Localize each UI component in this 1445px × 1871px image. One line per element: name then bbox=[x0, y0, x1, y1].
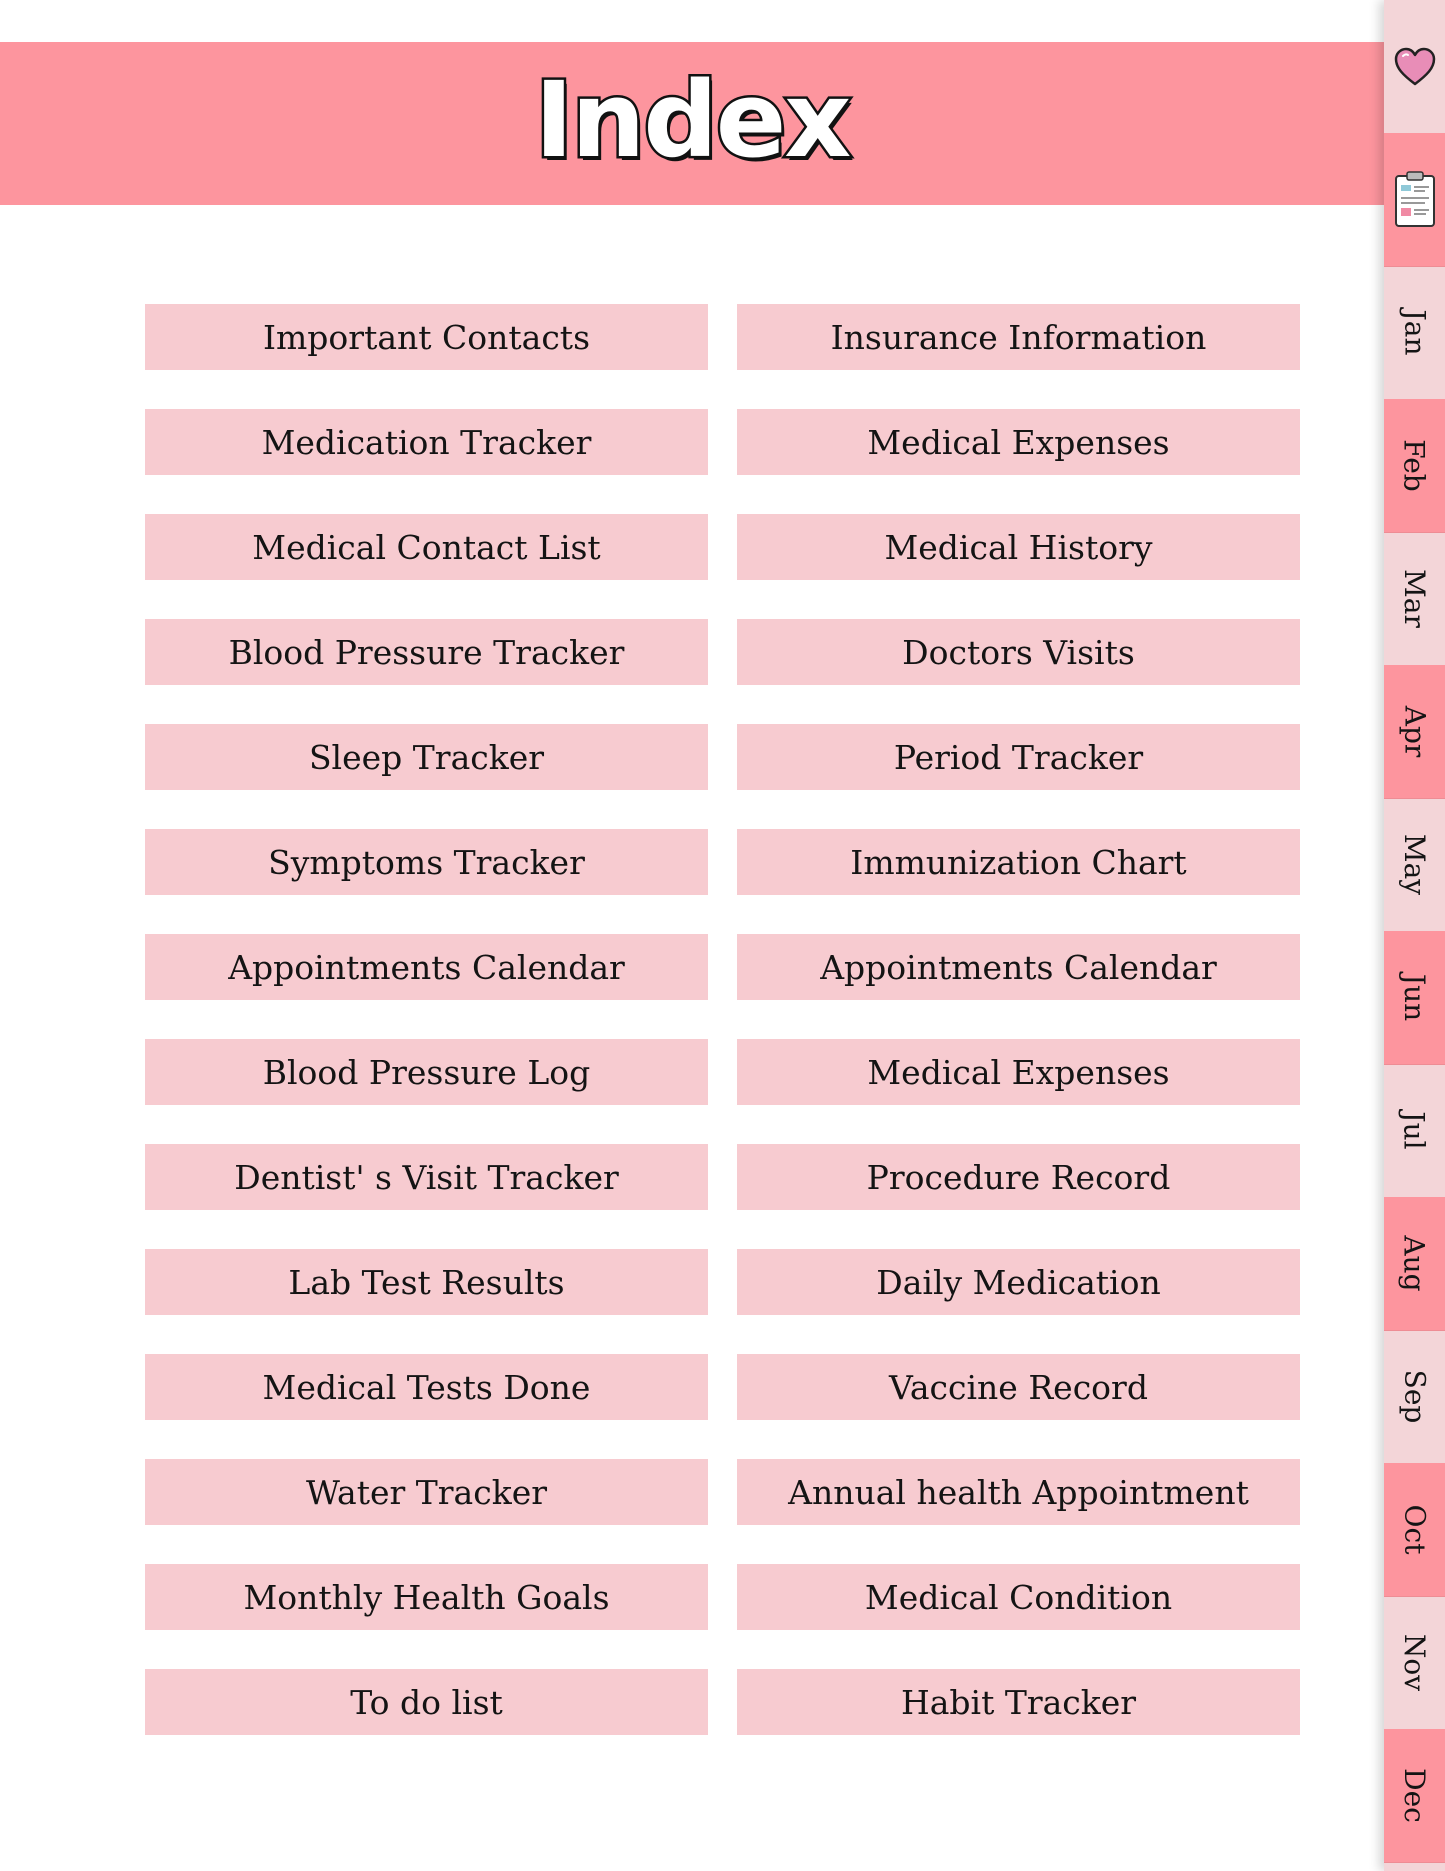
tab-nov[interactable] bbox=[1384, 1596, 1445, 1730]
tab-label-nov: Nov bbox=[1398, 1633, 1431, 1692]
index-item-monthly-health-goals[interactable]: Monthly Health Goals bbox=[145, 1564, 708, 1630]
index-item-important-contacts[interactable]: Important Contacts bbox=[145, 304, 708, 370]
tab-label-jan: Jan bbox=[1397, 309, 1431, 356]
tab-sidebar bbox=[1384, 0, 1445, 1871]
tab-jan[interactable] bbox=[1384, 266, 1445, 400]
index-item-daily-medication[interactable]: Daily Medication bbox=[737, 1249, 1300, 1315]
tab-sep[interactable] bbox=[1384, 1330, 1445, 1464]
index-item-medical-expenses[interactable]: Medical Expenses bbox=[737, 409, 1300, 475]
tab-label-feb: Feb bbox=[1397, 439, 1431, 492]
index-item-medical-condition[interactable]: Medical Condition bbox=[737, 1564, 1300, 1630]
index-item-blood-pressure-tracker[interactable]: Blood Pressure Tracker bbox=[145, 619, 708, 685]
clipboard-icon bbox=[1394, 171, 1436, 229]
tab-label-oct: Oct bbox=[1397, 1504, 1431, 1555]
tab-mar[interactable] bbox=[1384, 532, 1445, 666]
index-item-appointments-calendar[interactable]: Appointments Calendar bbox=[737, 934, 1300, 1000]
tab-jul[interactable] bbox=[1384, 1064, 1445, 1198]
index-item-to-do-list[interactable]: To do list bbox=[145, 1669, 708, 1735]
index-item-medical-contact-list[interactable]: Medical Contact List bbox=[145, 514, 708, 580]
tab-may[interactable] bbox=[1384, 798, 1445, 932]
index-item-procedure-record[interactable]: Procedure Record bbox=[737, 1144, 1300, 1210]
heart-icon bbox=[1393, 47, 1437, 87]
index-item-insurance-information[interactable]: Insurance Information bbox=[737, 304, 1300, 370]
index-item-dentist-s-visit-tracker[interactable]: Dentist' s Visit Tracker bbox=[145, 1144, 708, 1210]
index-item-medical-tests-done[interactable]: Medical Tests Done bbox=[145, 1354, 708, 1420]
tab-feb[interactable] bbox=[1384, 399, 1445, 533]
index-item-appointments-calendar[interactable]: Appointments Calendar bbox=[145, 934, 708, 1000]
tab-label-aug: Aug bbox=[1398, 1235, 1431, 1292]
tab-oct[interactable] bbox=[1384, 1463, 1445, 1597]
index-item-habit-tracker[interactable]: Habit Tracker bbox=[737, 1669, 1300, 1735]
index-item-medication-tracker[interactable]: Medication Tracker bbox=[145, 409, 708, 475]
index-item-immunization-chart[interactable]: Immunization Chart bbox=[737, 829, 1300, 895]
tab-label-dec: Dec bbox=[1397, 1768, 1431, 1823]
index-grid bbox=[145, 304, 1300, 1735]
header-banner bbox=[0, 42, 1384, 205]
index-item-doctors-visits[interactable]: Doctors Visits bbox=[737, 619, 1300, 685]
tab-apr[interactable] bbox=[1384, 665, 1445, 799]
index-item-sleep-tracker[interactable]: Sleep Tracker bbox=[145, 724, 708, 790]
tab-label-jun: Jun bbox=[1397, 973, 1431, 1022]
tab-label-apr: Apr bbox=[1398, 705, 1431, 758]
index-item-medical-expenses[interactable]: Medical Expenses bbox=[737, 1039, 1300, 1105]
tab-heart[interactable] bbox=[1384, 0, 1445, 134]
index-item-water-tracker[interactable]: Water Tracker bbox=[145, 1459, 708, 1525]
index-item-lab-test-results[interactable]: Lab Test Results bbox=[145, 1249, 708, 1315]
tab-label-sep: Sep bbox=[1398, 1369, 1431, 1424]
index-item-blood-pressure-log[interactable]: Blood Pressure Log bbox=[145, 1039, 708, 1105]
index-item-annual-health-appointment[interactable]: Annual health Appointment bbox=[737, 1459, 1300, 1525]
tab-label-may: May bbox=[1398, 833, 1431, 896]
tab-aug[interactable] bbox=[1384, 1197, 1445, 1331]
tab-clipboard[interactable] bbox=[1384, 133, 1445, 267]
tab-label-mar: Mar bbox=[1398, 569, 1431, 628]
index-item-medical-history[interactable]: Medical History bbox=[737, 514, 1300, 580]
tab-dec[interactable] bbox=[1384, 1729, 1445, 1863]
page-title: Index bbox=[534, 58, 850, 181]
tab-label-jul: Jul bbox=[1398, 1111, 1431, 1150]
index-item-symptoms-tracker[interactable]: Symptoms Tracker bbox=[145, 829, 708, 895]
index-item-vaccine-record[interactable]: Vaccine Record bbox=[737, 1354, 1300, 1420]
tab-jun[interactable] bbox=[1384, 931, 1445, 1065]
index-item-period-tracker[interactable]: Period Tracker bbox=[737, 724, 1300, 790]
